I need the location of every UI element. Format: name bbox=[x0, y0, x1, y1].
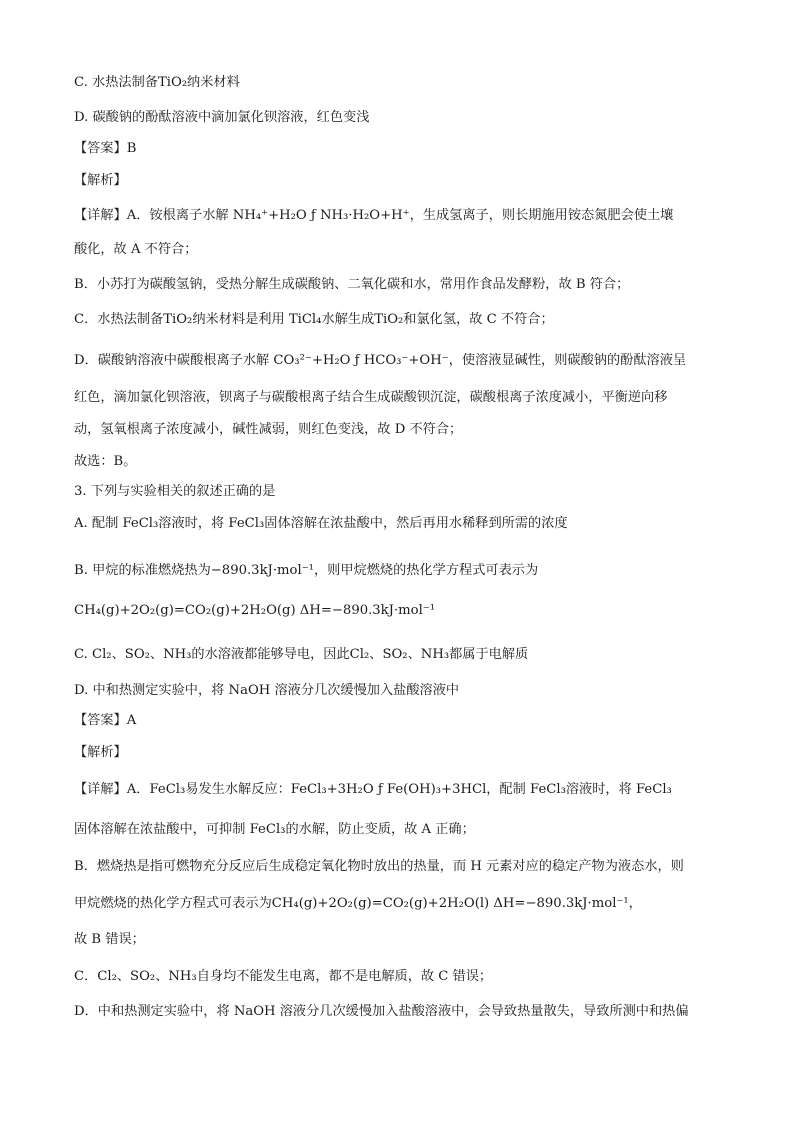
text-line-prev-option-d: D. 碳酸钠的酚酞溶液中滴加氯化钡溶液，红色变浅 bbox=[74, 110, 370, 125]
text-line-q3-detail-b-3: 故 B 错误； bbox=[74, 932, 145, 947]
text-line-detail-d-3: 动，氢氧根离子浓度减小，碱性减弱，则红色变浅，故 D 不符合； bbox=[74, 422, 463, 437]
analysis-label: 【解析】 bbox=[74, 173, 127, 188]
conclusion: 故选：B。 bbox=[74, 454, 137, 469]
text-line-detail-a-2: 酸化，故 A 不符合； bbox=[74, 242, 198, 257]
text-line-detail-c: C．水热法制备TiO₂纳米材料是利用 TiCl₄水解生成TiO₂和氯化氢，故 C 不符合； bbox=[74, 312, 554, 327]
question-3-option-c: C. Cl₂、SO₂、NH₃的水溶液都能够导电，因此Cl₂、SO₂、NH₃都属于电解质 bbox=[74, 647, 529, 662]
answer-label: 【答案】B bbox=[74, 141, 137, 156]
question-3-option-a: A. 配制 FeCl₃溶液时，将 FeCl₃固体溶解在浓盐酸中，然后再用水稀释到所需的浓度 bbox=[74, 516, 568, 531]
analysis-label: 【解析】 bbox=[74, 745, 127, 760]
text-line-detail-b: B．小苏打为碳酸氢钠，受热分解生成碳酸钠、二氧化碳和水，常用作食品发酵粉，故 B 符合； bbox=[74, 277, 630, 292]
question-3-option-b-1: B. 甲烷的标准燃烧热为−890.3kJ·mol⁻¹，则甲烷燃烧的热化学方程式可表示为 bbox=[74, 563, 539, 578]
text-line-q3-detail-a-2: 固体溶解在浓盐酸中，可抑制 FeCl₃的水解，防止变质，故 A 正确； bbox=[74, 822, 475, 837]
text-line-detail-d-1: D．碳酸钠溶液中碳酸根离子水解 CO₃²⁻+H₂O ƒ HCO₃⁻+OH⁻，使溶液显碱性，则碳酸钠的酚酞溶液呈 bbox=[74, 353, 687, 368]
question-3-option-b-equation: CH₄(g)+2O₂(g)=CO₂(g)+2H₂O(g) ΔH=−890.3kJ·mol⁻¹ bbox=[74, 603, 436, 618]
question-3-stem: 3. 下列与实验相关的叙述正确的是 bbox=[74, 484, 276, 499]
text-line-detail-d-2: 红色，滴加氯化钡溶液，钡离子与碳酸根离子结合生成碳酸钡沉淀，碳酸根离子浓度减小，平衡逆向移 bbox=[74, 390, 668, 405]
text-line-q3-detail-b-1: B．燃烧热是指可燃物充分反应后生成稳定氧化物时放出的热量，而 H 元素对应的稳定产物为液态水，则 bbox=[74, 859, 684, 874]
text-line-q3-detail-c: C．Cl₂、SO₂、NH₃自身均不能发生电离，都不是电解质，故 C 错误； bbox=[74, 969, 493, 984]
question-3-option-d: D. 中和热测定实验中，将 NaOH 溶液分几次缓慢加入盐酸溶液中 bbox=[74, 683, 460, 698]
text-line-q3-detail-d: D．中和热测定实验中，将 NaOH 溶液分几次缓慢加入盐酸溶液中，会导致热量散失，导致所测中和热偏 bbox=[74, 1004, 689, 1019]
text-line-q3-detail-a-1: 【详解】A．FeCl₃易发生水解反应：FeCl₃+3H₂O ƒ Fe(OH)₃+3HCl，配制 FeCl₃溶液时，将 FeCl₃ bbox=[74, 782, 672, 797]
answer-label: 【答案】A bbox=[74, 713, 137, 728]
text-line-detail-a-1: 【详解】A．铵根离子水解 NH₄⁺+H₂O ƒ NH₃·H₂O+H⁺，生成氢离子，则长期施用铵态氮肥会使土壤 bbox=[74, 208, 674, 223]
text-line-q3-detail-b-2: 甲烷燃烧的热化学方程式可表示为CH₄(g)+2O₂(g)=CO₂(g)+2H₂O(l) ΔH=−890.3kJ·mol⁻¹， bbox=[74, 896, 642, 911]
text-line-prev-option-c: C. 水热法制备TiO₂纳米材料 bbox=[74, 75, 240, 90]
